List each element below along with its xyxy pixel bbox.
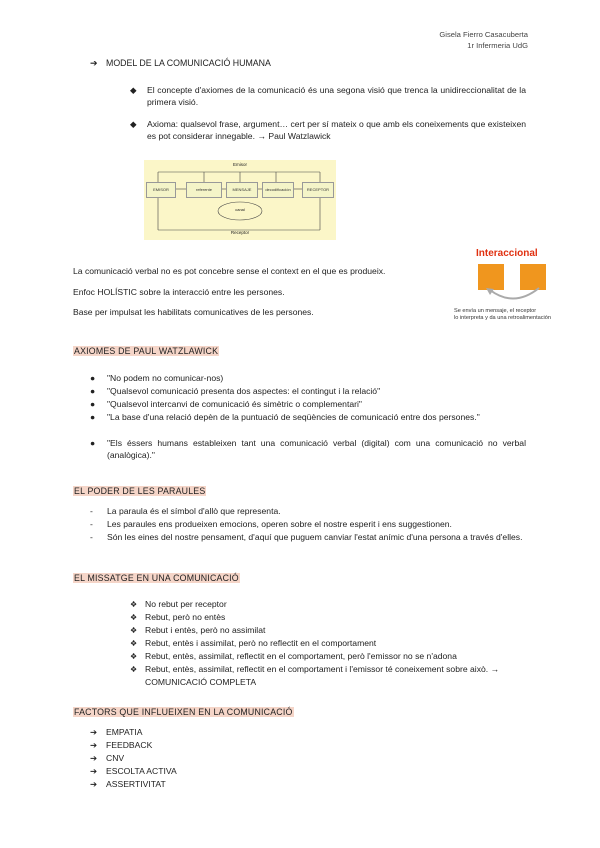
list-item: ➔ FEEDBACK bbox=[90, 740, 153, 750]
interaccional-caption: Se envía un mensaje, el receptor lo interpreta y da una retroalimentación bbox=[454, 308, 552, 321]
diagram-bottom-label: Receptor bbox=[230, 230, 250, 235]
list-item: ➔ CNV bbox=[90, 753, 125, 763]
list-item: ● "Qualsevol comunicació presenta dos aspectes: el contingut i la relació" bbox=[90, 386, 381, 396]
communication-diagram bbox=[144, 160, 336, 240]
arrow-icon: ➔ bbox=[90, 753, 98, 763]
list-item: ● "Qualsevol intercanvi de comunicació és simètric o complementari" bbox=[90, 399, 362, 409]
paragraph: La comunicació verbal no es pot concebre sense el context en el que es produeix. bbox=[73, 266, 386, 276]
list-item: ❖ Rebut, entès, assimilat, reflectit en el comportament, però l'emissor no se n'adona bbox=[130, 651, 457, 661]
list-item: - La paraula és el símbol d'allò que representa. bbox=[90, 505, 526, 519]
list-item: ❖ Rebut i entès, però no assimilat bbox=[130, 625, 266, 635]
bullet-icon: ● bbox=[90, 412, 96, 422]
model-heading bbox=[90, 58, 271, 69]
bullet-icon: ● bbox=[90, 438, 96, 448]
diagram-lines bbox=[144, 160, 336, 240]
arrow-icon: ➔ bbox=[90, 766, 98, 776]
author-name: Gisela Fierro Casacuberta bbox=[439, 30, 528, 39]
diagram-box-referente: referente bbox=[186, 182, 222, 198]
model-bullet: ◆ El concepte d'axiomes de la comunicació és una segona visió que trenca la unidireccionalitat de la primera visió. bbox=[130, 85, 526, 107]
feedback-arrow-icon bbox=[484, 286, 544, 306]
diamond-icon: ◆ bbox=[130, 85, 137, 95]
diamond-outline-icon: ❖ bbox=[130, 639, 138, 648]
diamond-outline-icon: ❖ bbox=[130, 600, 138, 609]
diamond-icon: ◆ bbox=[130, 119, 137, 129]
paragraph: Enfoc HOLÍSTIC sobre la interacció entre les persones. bbox=[73, 287, 285, 297]
course-name: 1r Infermeria UdG bbox=[467, 41, 528, 50]
list-item: ➔ ASSERTIVITAT bbox=[90, 779, 166, 789]
section-title-poder: EL PODER DE LES PARAULES bbox=[74, 486, 206, 496]
list-item: ➔ EMPATIA bbox=[90, 727, 143, 737]
dash-marker: - bbox=[90, 532, 93, 542]
list-item: ➔ ESCOLTA ACTIVA bbox=[90, 766, 177, 776]
bullet-icon: ● bbox=[90, 399, 96, 409]
section-title-missatge: EL MISSATGE EN UNA COMUNICACIÓ bbox=[74, 573, 239, 583]
list-item: - Són les eines del nostre pensament, d'aquí que puguem canviar l'estat anímic d'una persona a través d'elles. bbox=[90, 531, 526, 545]
list-item: ❖ No rebut per receptor bbox=[130, 599, 227, 609]
model-bullet: ◆ Axioma: qualsevol frase, argument… cert per sí mateix o que amb els coneixements que existeixen es pot considerar innegable. → Paul Watzlawick bbox=[130, 119, 526, 141]
diamond-outline-icon: ❖ bbox=[130, 665, 138, 674]
section-title-factors: FACTORS QUE INFLUEIXEN EN LA COMUNICACIÓ bbox=[74, 707, 293, 717]
diamond-outline-icon: ❖ bbox=[130, 652, 138, 661]
section-title-axiomes: AXIOMES DE PAUL WATZLAWICK bbox=[74, 346, 219, 356]
diagram-box-mensaje: MENSAJE bbox=[226, 182, 258, 198]
arrow-icon: ➔ bbox=[90, 58, 98, 68]
list-item: ● "La base d'una relació depèn de la puntuació de seqüències de comunicació entre dos persones." bbox=[90, 412, 480, 422]
interaccional-title: Interaccional bbox=[476, 248, 538, 259]
diagram-center-label: canal bbox=[235, 207, 245, 212]
bullet-icon: ● bbox=[90, 373, 96, 383]
arrow-icon: ➔ bbox=[90, 779, 98, 789]
list-item: ❖ Rebut, però no entès bbox=[130, 612, 226, 622]
diamond-outline-icon: ❖ bbox=[130, 613, 138, 622]
list-item: ● "Els éssers humans estableixen tant una comunicació verbal (digital) com una comunicació no verbal (analògica)." bbox=[90, 438, 526, 460]
arrow-icon: ➔ bbox=[90, 740, 98, 750]
arrow-icon: ➔ bbox=[90, 727, 98, 737]
dash-marker: - bbox=[90, 506, 93, 516]
interaccional-graphic bbox=[454, 248, 554, 332]
list-item: ❖ Rebut, entès i assimilat, però no reflectit en el comportament bbox=[130, 638, 377, 648]
diagram-box-decodificacion: decodificación bbox=[262, 182, 294, 198]
page-header bbox=[439, 29, 528, 51]
paragraph: Base per impulsat les habilitats comunicatives de les persones. bbox=[73, 307, 314, 317]
diagram-box-emisor: EMISOR bbox=[146, 182, 176, 198]
diagram-top-label: Emisor bbox=[232, 162, 247, 167]
list-item: ● "No podem no comunicar-nos) bbox=[90, 373, 224, 383]
diagram-box-receptor: RECEPTOR bbox=[302, 182, 334, 198]
list-item: - Les paraules ens produeixen emocions, operen sobre el nostre esperit i ens suggestionen. bbox=[90, 518, 526, 532]
dash-marker: - bbox=[90, 519, 93, 529]
model-title: MODEL DE LA COMUNICACIÓ HUMANA bbox=[106, 58, 271, 68]
diamond-outline-icon: ❖ bbox=[130, 626, 138, 635]
list-item: ❖ Rebut, entès, assimilat, reflectit en el comportament i l'emissor té coneixement sobre això. → COMUNICACIÓ COMPLETA bbox=[130, 664, 500, 687]
bullet-icon: ● bbox=[90, 386, 96, 396]
